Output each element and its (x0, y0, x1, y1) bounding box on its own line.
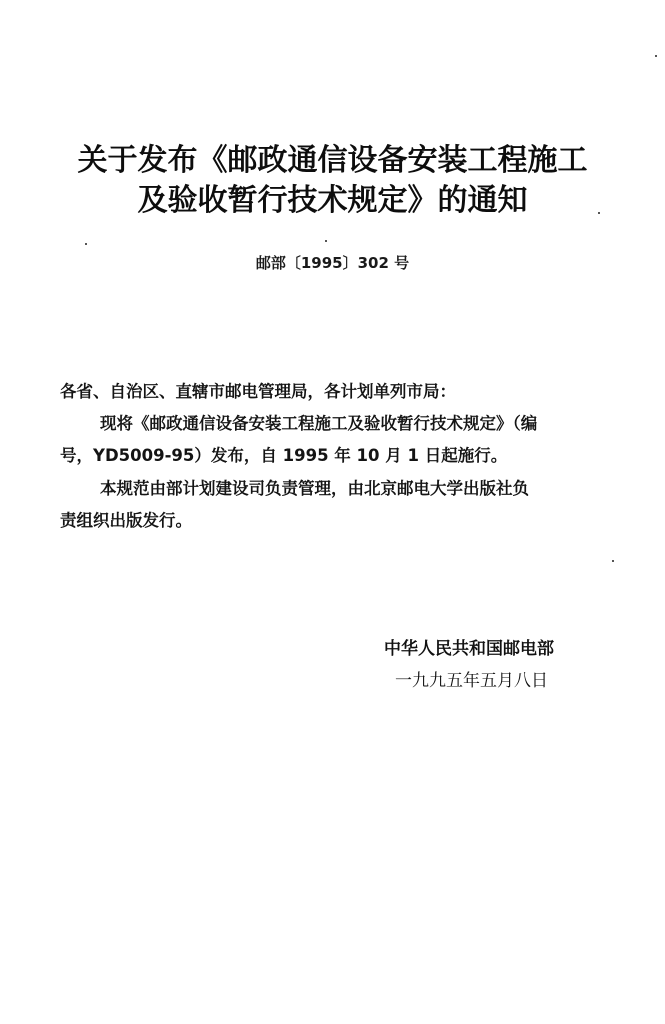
paragraph-1-line-2: 号，YD5009-95）发布，自 1995 年 10 月 1 日起施行。 (60, 446, 508, 465)
scan-speck (655, 55, 657, 57)
scan-speck (325, 240, 327, 242)
document-number: 邮部〔1995〕302 号 (255, 254, 410, 272)
signature-date: 一九九五年五月八日 (395, 671, 548, 691)
signature-organization: 中华人民共和国邮电部 (384, 639, 554, 659)
paragraph-1-line-1: 现将《邮政通信设备安装工程施工及验收暂行技术规定》（编 (100, 414, 538, 433)
addressee-line: 各省、自治区、直辖市邮电管理局，各计划单列市局： (60, 382, 456, 401)
scan-speck (612, 560, 614, 562)
scan-speck (85, 243, 87, 245)
paragraph-2-line-2: 责组织出版发行。 (60, 511, 192, 530)
notice-title-line-1: 关于发布《邮政通信设备安装工程施工 (77, 143, 588, 178)
scan-speck (598, 212, 600, 214)
notice-title-line-2: 及验收暂行技术规定》的通知 (137, 183, 528, 218)
paragraph-2-line-1: 本规范由部计划建设司负责管理，由北京邮电大学出版社负 (100, 479, 529, 498)
